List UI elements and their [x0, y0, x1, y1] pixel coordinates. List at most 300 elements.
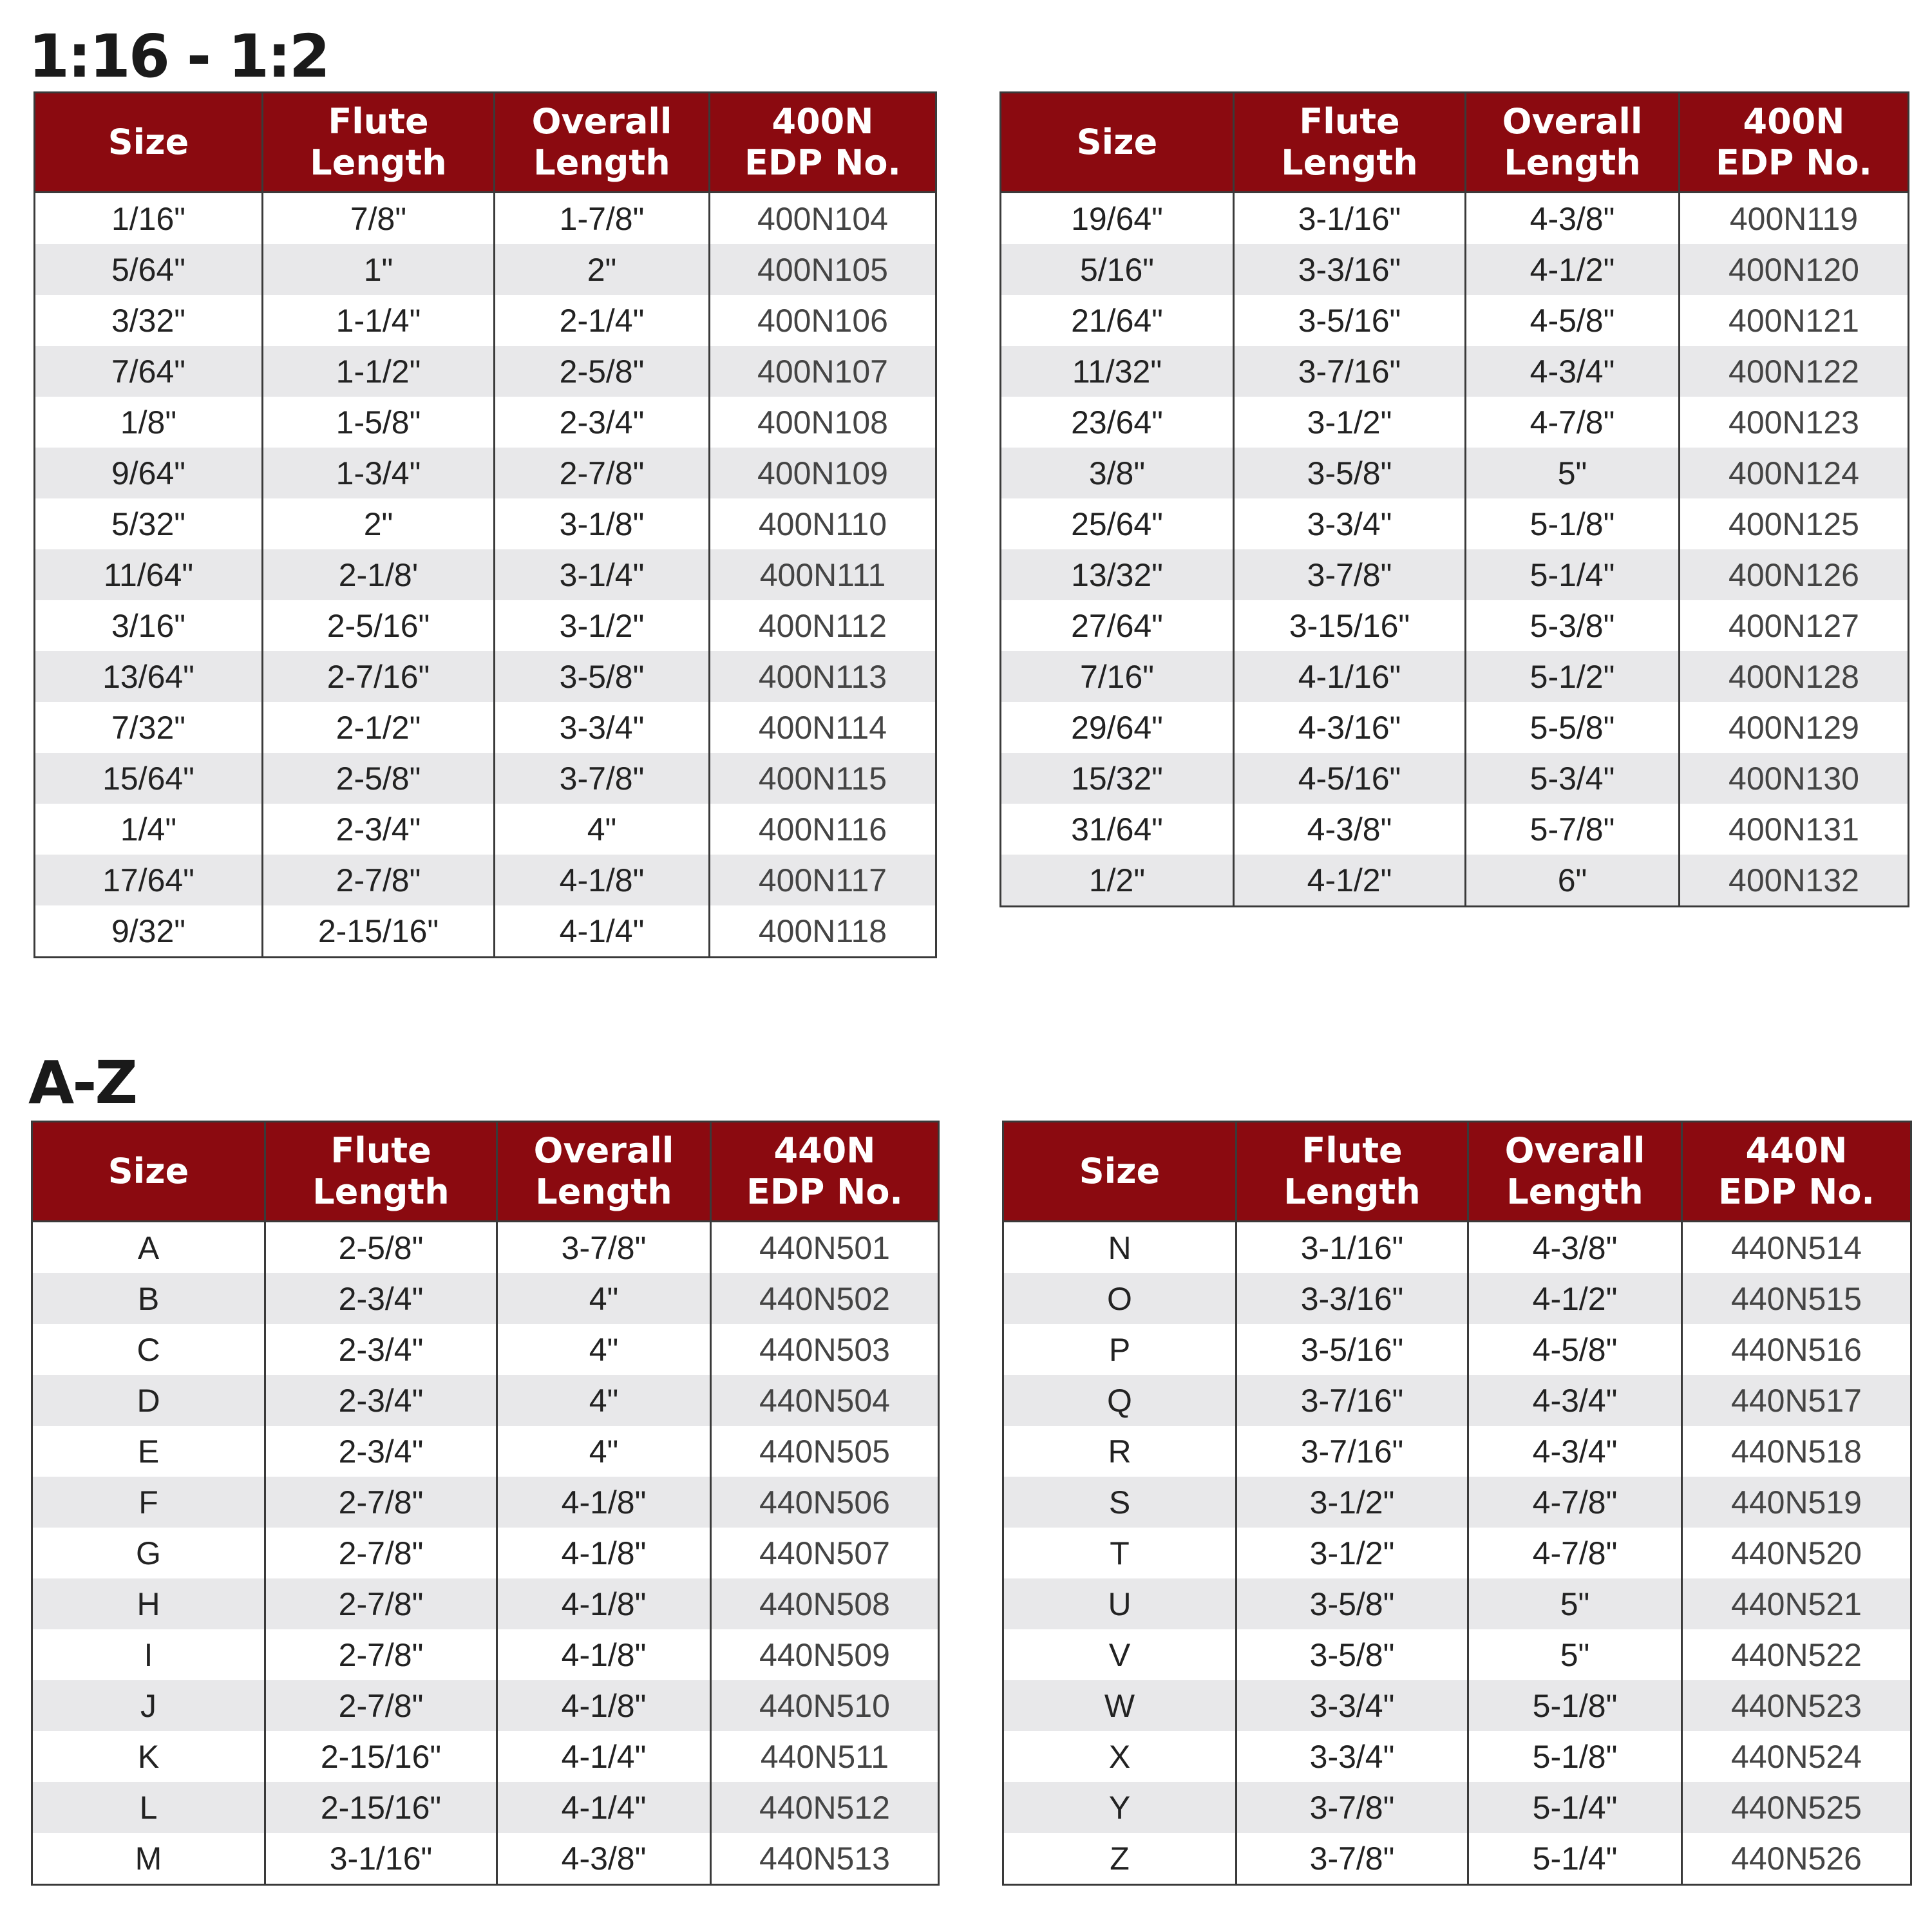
cell-overall-length: 4-1/8" — [497, 1680, 711, 1731]
cell-edp-no: 400N112 — [710, 600, 936, 651]
cell-edp-no: 400N121 — [1680, 295, 1909, 346]
table-row — [32, 1222, 939, 1274]
cell-edp-no: 400N105 — [710, 244, 936, 295]
cell-overall-length: 5-1/8" — [1466, 498, 1680, 549]
header-flute-line-2: Length — [310, 142, 447, 183]
cell-size: 15/64" — [35, 753, 263, 804]
table-row — [1001, 855, 1909, 907]
cell-edp-no: 440N522 — [1682, 1629, 1911, 1680]
header-edp-no — [711, 1122, 939, 1222]
cell-size: 3/32" — [35, 295, 263, 346]
cell-overall-length: 3-5/8" — [495, 651, 710, 702]
cell-edp-no: 400N129 — [1680, 702, 1909, 753]
cell-flute-length: 2-3/4" — [265, 1324, 497, 1375]
cell-flute-length: 3-5/8" — [1236, 1578, 1468, 1629]
header-overall-length — [1466, 93, 1680, 193]
cell-edp-no: 440N511 — [711, 1731, 939, 1782]
cell-overall-length: 5-7/8" — [1466, 804, 1680, 855]
table-row — [35, 651, 936, 702]
cell-overall-length: 4-3/4" — [1466, 346, 1680, 397]
cell-size: 31/64" — [1001, 804, 1234, 855]
cell-size: F — [32, 1477, 265, 1528]
header-size-line: Size — [1079, 1151, 1160, 1191]
header-edp-line-1: 440N — [1745, 1130, 1848, 1171]
cell-edp-no: 400N116 — [710, 804, 936, 855]
cell-flute-length: 2-7/8" — [263, 855, 495, 905]
header-flute-line-1: Flute — [1299, 101, 1400, 142]
cell-flute-length: 2-7/8" — [265, 1680, 497, 1731]
cell-flute-length: 2-15/16" — [263, 905, 495, 958]
cell-edp-no: 400N104 — [710, 193, 936, 245]
cell-edp-no: 400N117 — [710, 855, 936, 905]
header-overall-length — [495, 93, 710, 193]
cell-flute-length: 3-3/16" — [1236, 1273, 1468, 1324]
header-size-line: Size — [108, 1151, 189, 1191]
cell-edp-no: 400N107 — [710, 346, 936, 397]
cell-overall-length: 4-1/4" — [497, 1782, 711, 1833]
cell-edp-no: 400N108 — [710, 397, 936, 448]
cell-overall-length: 4-1/4" — [495, 905, 710, 958]
cell-edp-no: 400N127 — [1680, 600, 1909, 651]
section-title-letter: A-Z — [28, 1048, 137, 1117]
table-row — [32, 1833, 939, 1885]
cell-edp-no: 440N501 — [711, 1222, 939, 1274]
cell-flute-length: 3-3/16" — [1234, 244, 1466, 295]
cell-edp-no: 400N106 — [710, 295, 936, 346]
cell-flute-length: 1-5/8" — [263, 397, 495, 448]
cell-overall-length: 4" — [497, 1375, 711, 1426]
cell-edp-no: 400N118 — [710, 905, 936, 958]
cell-overall-length: 2-7/8" — [495, 448, 710, 498]
cell-flute-length: 2-7/8" — [265, 1629, 497, 1680]
header-size — [1001, 93, 1234, 193]
cell-overall-length: 5" — [1466, 448, 1680, 498]
cell-size: 25/64" — [1001, 498, 1234, 549]
table-row — [32, 1477, 939, 1528]
cell-edp-no: 400N123 — [1680, 397, 1909, 448]
cell-flute-length: 4-5/16" — [1234, 753, 1466, 804]
header-overall-line-2: Length — [1506, 1171, 1643, 1212]
table-row — [35, 244, 936, 295]
cell-flute-length: 4-1/2" — [1234, 855, 1466, 907]
table-row — [1003, 1629, 1911, 1680]
cell-size: R — [1003, 1426, 1236, 1477]
cell-size: 15/32" — [1001, 753, 1234, 804]
cell-overall-length: 5-1/8" — [1468, 1731, 1682, 1782]
cell-size: W — [1003, 1680, 1236, 1731]
header-flute-length — [265, 1122, 497, 1222]
cell-edp-no: 400N126 — [1680, 549, 1909, 600]
cell-overall-length: 4-1/8" — [497, 1629, 711, 1680]
cell-overall-length: 5-5/8" — [1466, 702, 1680, 753]
cell-overall-length: 4-1/8" — [497, 1477, 711, 1528]
table-row — [35, 295, 936, 346]
cell-size: 3/16" — [35, 600, 263, 651]
header-flute-line-2: Length — [1283, 1171, 1421, 1212]
header-flute-line-1: Flute — [1302, 1130, 1403, 1171]
table-row — [32, 1680, 939, 1731]
cell-overall-length: 4-7/8" — [1466, 397, 1680, 448]
cell-size: P — [1003, 1324, 1236, 1375]
cell-size: M — [32, 1833, 265, 1885]
cell-flute-length: 2-7/16" — [263, 651, 495, 702]
table-row — [1003, 1375, 1911, 1426]
section-title-fractional: 1:16 - 1:2 — [28, 22, 328, 91]
table-header-row — [35, 93, 936, 193]
cell-flute-length: 2-3/4" — [265, 1426, 497, 1477]
table-row — [32, 1528, 939, 1578]
header-flute-line-2: Length — [312, 1171, 450, 1212]
cell-flute-length: 3-15/16" — [1234, 600, 1466, 651]
cell-overall-length: 4" — [497, 1426, 711, 1477]
table-row — [1001, 600, 1909, 651]
header-edp-no — [1682, 1122, 1911, 1222]
cell-edp-no: 440N505 — [711, 1426, 939, 1477]
cell-overall-length: 3-1/4" — [495, 549, 710, 600]
cell-size: H — [32, 1578, 265, 1629]
table-row — [1003, 1273, 1911, 1324]
cell-overall-length: 5-1/2" — [1466, 651, 1680, 702]
table-row — [1003, 1477, 1911, 1528]
cell-size: 1/2" — [1001, 855, 1234, 907]
header-flute-line-1: Flute — [330, 1130, 431, 1171]
cell-size: 7/32" — [35, 702, 263, 753]
cell-flute-length: 2-3/4" — [265, 1375, 497, 1426]
cell-flute-length: 2-5/16" — [263, 600, 495, 651]
cell-size: 9/64" — [35, 448, 263, 498]
cell-edp-no: 440N517 — [1682, 1375, 1911, 1426]
table-row — [35, 448, 936, 498]
cell-edp-no: 400N113 — [710, 651, 936, 702]
cell-overall-length: 4" — [497, 1273, 711, 1324]
cell-flute-length: 2-15/16" — [265, 1782, 497, 1833]
cell-edp-no: 440N521 — [1682, 1578, 1911, 1629]
table-row — [35, 855, 936, 905]
cell-edp-no: 440N523 — [1682, 1680, 1911, 1731]
header-overall-line-1: Overall — [531, 101, 672, 142]
cell-edp-no: 400N124 — [1680, 448, 1909, 498]
table-row — [1001, 549, 1909, 600]
spec-table-fractional-left — [33, 91, 937, 958]
cell-edp-no: 440N519 — [1682, 1477, 1911, 1528]
cell-flute-length: 3-5/8" — [1236, 1629, 1468, 1680]
cell-size: O — [1003, 1273, 1236, 1324]
cell-overall-length: 3-1/8" — [495, 498, 710, 549]
table-row — [1001, 397, 1909, 448]
cell-edp-no: 440N502 — [711, 1273, 939, 1324]
cell-size: L — [32, 1782, 265, 1833]
cell-edp-no: 440N524 — [1682, 1731, 1911, 1782]
cell-edp-no: 440N525 — [1682, 1782, 1911, 1833]
header-flute-length — [263, 93, 495, 193]
cell-size: 29/64" — [1001, 702, 1234, 753]
table-row — [1003, 1426, 1911, 1477]
cell-overall-length: 5" — [1468, 1629, 1682, 1680]
header-size-line: Size — [1076, 122, 1158, 162]
cell-size: 3/8" — [1001, 448, 1234, 498]
table-row — [32, 1273, 939, 1324]
cell-size: 11/32" — [1001, 346, 1234, 397]
cell-flute-length: 2-5/8" — [263, 753, 495, 804]
cell-edp-no: 440N506 — [711, 1477, 939, 1528]
header-size — [1003, 1122, 1236, 1222]
cell-size: A — [32, 1222, 265, 1274]
cell-edp-no: 400N122 — [1680, 346, 1909, 397]
cell-flute-length: 4-3/8" — [1234, 804, 1466, 855]
cell-overall-length: 4-7/8" — [1468, 1528, 1682, 1578]
cell-flute-length: 3-3/4" — [1236, 1731, 1468, 1782]
cell-edp-no: 400N131 — [1680, 804, 1909, 855]
header-size-line: Size — [108, 122, 189, 162]
cell-size: U — [1003, 1578, 1236, 1629]
header-overall-line-2: Length — [535, 1171, 672, 1212]
cell-size: Q — [1003, 1375, 1236, 1426]
cell-flute-length: 7/8" — [263, 193, 495, 245]
cell-flute-length: 2-15/16" — [265, 1731, 497, 1782]
cell-overall-length: 4" — [495, 804, 710, 855]
cell-edp-no: 440N514 — [1682, 1222, 1911, 1274]
cell-overall-length: 4-5/8" — [1468, 1324, 1682, 1375]
cell-size: 9/32" — [35, 905, 263, 958]
cell-size: 13/32" — [1001, 549, 1234, 600]
table-row — [32, 1375, 939, 1426]
cell-flute-length: 3-1/16" — [1234, 193, 1466, 245]
table-row — [1001, 651, 1909, 702]
cell-overall-length: 2-1/4" — [495, 295, 710, 346]
cell-size: 17/64" — [35, 855, 263, 905]
table-row — [1001, 448, 1909, 498]
cell-size: 13/64" — [35, 651, 263, 702]
header-edp-line-1: 440N — [773, 1130, 876, 1171]
cell-overall-length: 1-7/8" — [495, 193, 710, 245]
cell-flute-length: 3-5/16" — [1236, 1324, 1468, 1375]
cell-edp-no: 400N110 — [710, 498, 936, 549]
cell-flute-length: 1" — [263, 244, 495, 295]
cell-size: J — [32, 1680, 265, 1731]
cell-overall-length: 3-7/8" — [497, 1222, 711, 1274]
cell-size: N — [1003, 1222, 1236, 1274]
cell-overall-length: 4-1/2" — [1468, 1273, 1682, 1324]
spec-table-fractional-right — [999, 91, 1909, 907]
cell-size: I — [32, 1629, 265, 1680]
table-row — [1003, 1782, 1911, 1833]
header-edp-line-1: 400N — [1743, 101, 1845, 142]
cell-flute-length: 1-1/2" — [263, 346, 495, 397]
cell-size: 21/64" — [1001, 295, 1234, 346]
cell-flute-length: 3-3/4" — [1236, 1680, 1468, 1731]
cell-edp-no: 400N119 — [1680, 193, 1909, 245]
cell-flute-length: 3-1/2" — [1236, 1528, 1468, 1578]
cell-size: D — [32, 1375, 265, 1426]
cell-size: 27/64" — [1001, 600, 1234, 651]
cell-edp-no: 440N508 — [711, 1578, 939, 1629]
cell-size: 1/4" — [35, 804, 263, 855]
table-row — [35, 600, 936, 651]
table-row — [32, 1578, 939, 1629]
table-row — [32, 1629, 939, 1680]
cell-overall-length: 5-1/4" — [1468, 1782, 1682, 1833]
cell-size: 19/64" — [1001, 193, 1234, 245]
header-overall-length — [1468, 1122, 1682, 1222]
cell-size: T — [1003, 1528, 1236, 1578]
cell-size: 23/64" — [1001, 397, 1234, 448]
cell-size: X — [1003, 1731, 1236, 1782]
cell-edp-no: 440N520 — [1682, 1528, 1911, 1578]
cell-overall-length: 2" — [495, 244, 710, 295]
table-row — [1003, 1222, 1911, 1274]
table-row — [35, 498, 936, 549]
cell-flute-length: 3-5/8" — [1234, 448, 1466, 498]
cell-size: E — [32, 1426, 265, 1477]
table-row — [1003, 1680, 1911, 1731]
cell-overall-length: 4-3/4" — [1468, 1375, 1682, 1426]
cell-overall-length: 5-3/4" — [1466, 753, 1680, 804]
table-row — [1001, 804, 1909, 855]
cell-size: 11/64" — [35, 549, 263, 600]
table-row — [1003, 1578, 1911, 1629]
cell-flute-length: 4-3/16" — [1234, 702, 1466, 753]
header-edp-line-2: EDP No. — [1718, 1171, 1875, 1212]
cell-size: S — [1003, 1477, 1236, 1528]
cell-edp-no: 440N509 — [711, 1629, 939, 1680]
table-row — [32, 1782, 939, 1833]
cell-overall-length: 3-3/4" — [495, 702, 710, 753]
cell-flute-length: 3-7/16" — [1234, 346, 1466, 397]
cell-overall-length: 4-1/8" — [497, 1528, 711, 1578]
table-row — [1001, 702, 1909, 753]
table-row — [1001, 498, 1909, 549]
cell-overall-length: 5-1/4" — [1468, 1833, 1682, 1885]
cell-size: 7/16" — [1001, 651, 1234, 702]
cell-overall-length: 4-7/8" — [1468, 1477, 1682, 1528]
cell-flute-length: 3-7/16" — [1236, 1426, 1468, 1477]
cell-edp-no: 400N130 — [1680, 753, 1909, 804]
table-header-row — [1003, 1122, 1911, 1222]
cell-edp-no: 440N510 — [711, 1680, 939, 1731]
cell-overall-length: 5-3/8" — [1466, 600, 1680, 651]
cell-edp-no: 440N518 — [1682, 1426, 1911, 1477]
table-row — [35, 397, 936, 448]
cell-flute-length: 3-7/16" — [1236, 1375, 1468, 1426]
cell-size: 1/16" — [35, 193, 263, 245]
cell-flute-length: 3-5/16" — [1234, 295, 1466, 346]
table-row — [35, 753, 936, 804]
cell-overall-length: 4-3/8" — [1468, 1222, 1682, 1274]
cell-edp-no: 440N515 — [1682, 1273, 1911, 1324]
cell-size: 1/8" — [35, 397, 263, 448]
cell-size: 7/64" — [35, 346, 263, 397]
header-size — [35, 93, 263, 193]
cell-flute-length: 2-3/4" — [263, 804, 495, 855]
cell-flute-length: 3-1/16" — [1236, 1222, 1468, 1274]
table-row — [35, 905, 936, 958]
cell-overall-length: 5" — [1468, 1578, 1682, 1629]
table-row — [35, 702, 936, 753]
cell-edp-no: 440N507 — [711, 1528, 939, 1578]
table-row — [35, 804, 936, 855]
cell-edp-no: 400N114 — [710, 702, 936, 753]
cell-flute-length: 2-3/4" — [265, 1273, 497, 1324]
cell-flute-length: 1-3/4" — [263, 448, 495, 498]
table-row — [1001, 244, 1909, 295]
cell-flute-length: 3-7/8" — [1234, 549, 1466, 600]
header-edp-line-2: EDP No. — [746, 1171, 903, 1212]
cell-overall-length: 3-7/8" — [495, 753, 710, 804]
cell-edp-no: 400N111 — [710, 549, 936, 600]
cell-edp-no: 400N128 — [1680, 651, 1909, 702]
header-overall-line-2: Length — [1504, 142, 1641, 183]
table-row — [32, 1324, 939, 1375]
cell-flute-length: 3-7/8" — [1236, 1782, 1468, 1833]
header-overall-line-1: Overall — [533, 1130, 674, 1171]
cell-flute-length: 2-7/8" — [265, 1578, 497, 1629]
cell-edp-no: 400N115 — [710, 753, 936, 804]
cell-size: 5/64" — [35, 244, 263, 295]
header-overall-length — [497, 1122, 711, 1222]
cell-overall-length: 3-1/2" — [495, 600, 710, 651]
header-size — [32, 1122, 265, 1222]
cell-size: G — [32, 1528, 265, 1578]
header-edp-no — [710, 93, 936, 193]
table-row — [1001, 346, 1909, 397]
cell-overall-length: 5-1/4" — [1466, 549, 1680, 600]
cell-flute-length: 2-5/8" — [265, 1222, 497, 1274]
table-row — [35, 346, 936, 397]
cell-overall-length: 4-1/2" — [1466, 244, 1680, 295]
table-row — [35, 193, 936, 245]
cell-overall-length: 4" — [497, 1324, 711, 1375]
cell-edp-no: 440N503 — [711, 1324, 939, 1375]
cell-edp-no: 440N504 — [711, 1375, 939, 1426]
cell-edp-no: 400N125 — [1680, 498, 1909, 549]
cell-size: Y — [1003, 1782, 1236, 1833]
cell-overall-length: 4-1/8" — [497, 1578, 711, 1629]
cell-overall-length: 2-5/8" — [495, 346, 710, 397]
cell-flute-length: 1-1/4" — [263, 295, 495, 346]
cell-flute-length: 3-7/8" — [1236, 1833, 1468, 1885]
cell-edp-no: 400N132 — [1680, 855, 1909, 907]
table-row — [1003, 1833, 1911, 1885]
table-row — [1003, 1528, 1911, 1578]
cell-edp-no: 440N526 — [1682, 1833, 1911, 1885]
cell-size: K — [32, 1731, 265, 1782]
table-row — [1003, 1324, 1911, 1375]
cell-size: 5/32" — [35, 498, 263, 549]
cell-overall-length: 4-3/4" — [1468, 1426, 1682, 1477]
table-row — [1003, 1731, 1911, 1782]
header-overall-line-2: Length — [533, 142, 670, 183]
header-edp-line-2: EDP No. — [744, 142, 901, 183]
header-edp-no — [1680, 93, 1909, 193]
table-row — [32, 1426, 939, 1477]
cell-size: V — [1003, 1629, 1236, 1680]
header-flute-length — [1236, 1122, 1468, 1222]
table-row — [1001, 753, 1909, 804]
table-row — [35, 549, 936, 600]
spec-table-letter-right — [1002, 1121, 1912, 1886]
header-overall-line-1: Overall — [1502, 101, 1643, 142]
cell-flute-length: 3-3/4" — [1234, 498, 1466, 549]
cell-overall-length: 4-1/4" — [497, 1731, 711, 1782]
table-header-row — [1001, 93, 1909, 193]
cell-size: Z — [1003, 1833, 1236, 1885]
cell-flute-length: 2" — [263, 498, 495, 549]
cell-flute-length: 4-1/16" — [1234, 651, 1466, 702]
cell-flute-length: 3-1/2" — [1234, 397, 1466, 448]
cell-size: C — [32, 1324, 265, 1375]
cell-size: B — [32, 1273, 265, 1324]
cell-edp-no: 400N109 — [710, 448, 936, 498]
